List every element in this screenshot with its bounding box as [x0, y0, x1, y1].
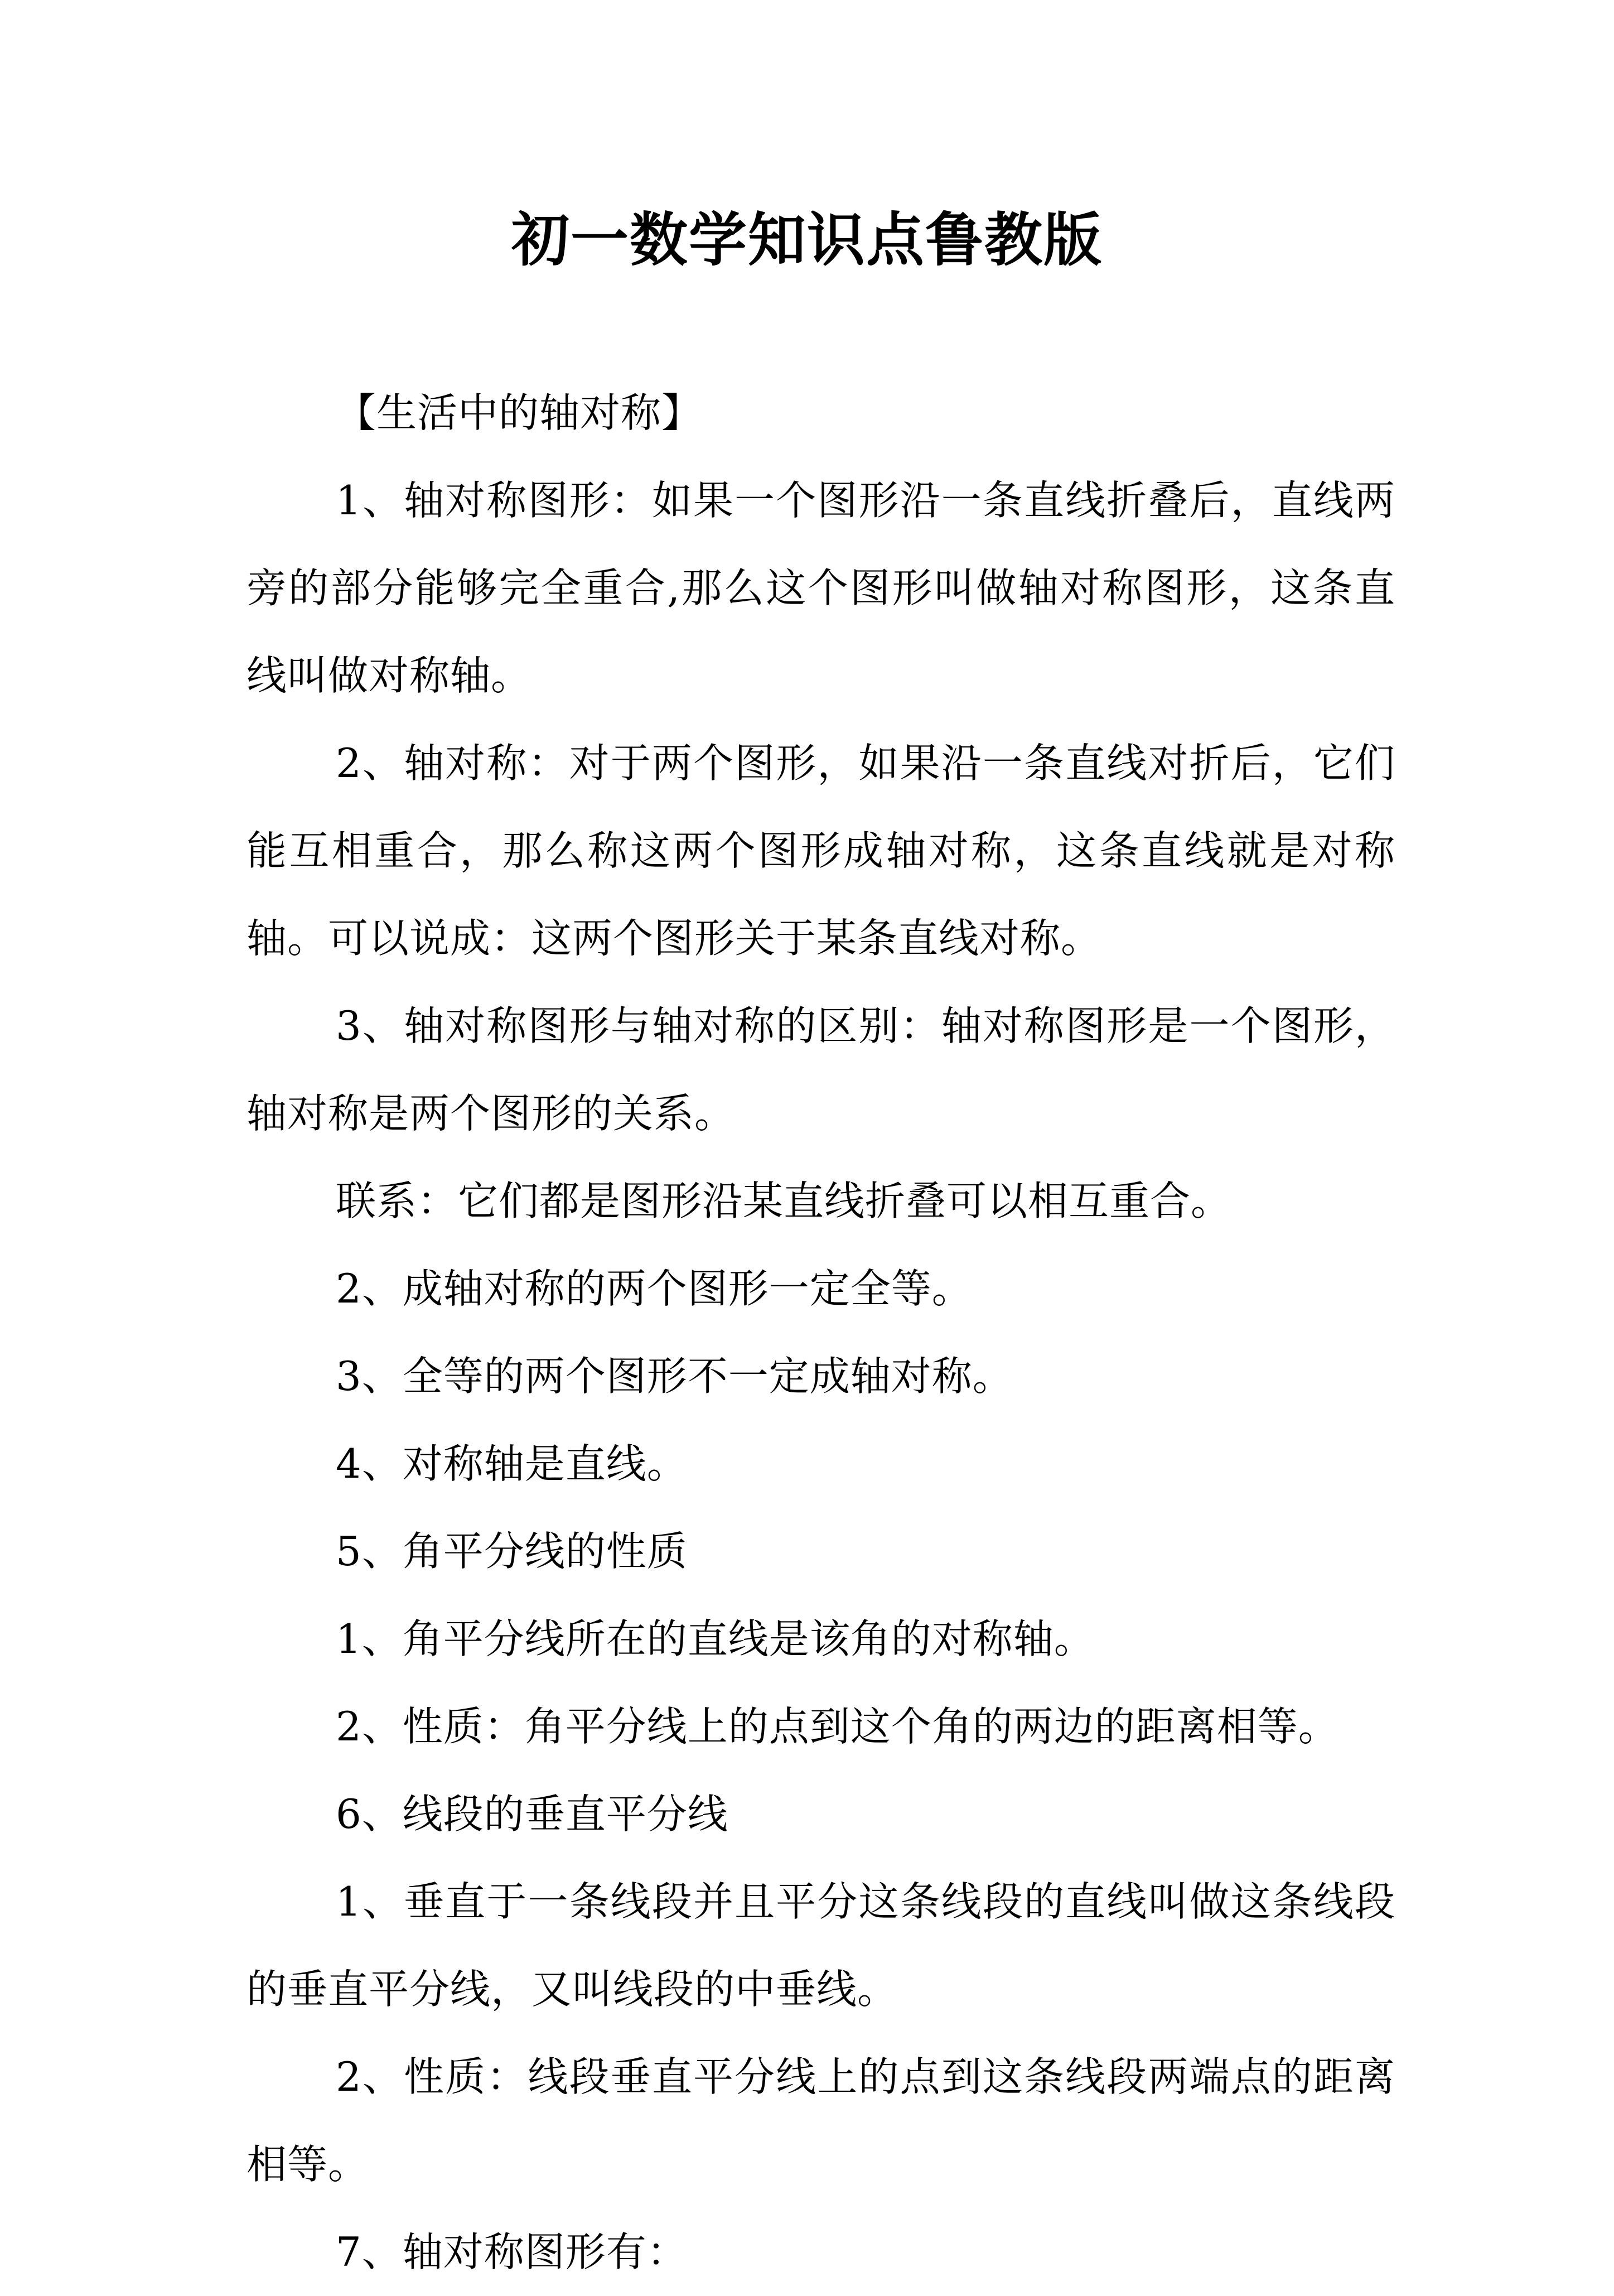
subsection-heading: 6、线段的垂直平分线	[336, 1791, 728, 1837]
paragraph: 3、轴对称图形与轴对称的区别：轴对称图形是一个图形，轴对称是两个图形的关系。	[247, 1002, 1395, 1137]
paragraph: 1、垂直于一条线段并且平分这条线段的直线叫做这条线段的垂直平分线，又叫线段的中垂线。	[247, 1878, 1395, 2013]
paragraph: 3、全等的两个图形不一定成轴对称。	[336, 1353, 1013, 1400]
document-body	[247, 369, 1395, 2296]
paragraph: 2、轴对称：对于两个图形，如果沿一条直线对折后，它们能互相重合，那么称这两个图形成轴对称，这条直线就是对称轴。可以说成：这两个图形关于某条直线对称。	[247, 740, 1395, 962]
paragraph: 1、轴对称图形：如果一个图形沿一条直线折叠后，直线两旁的部分能够完全重合,那么这个图形叫做轴对称图形，这条直线叫做对称轴。	[247, 477, 1395, 699]
paragraph: 4、对称轴是直线。	[336, 1440, 688, 1487]
paragraph: 联系：它们都是图形沿某直线折叠可以相互重合。	[336, 1178, 1232, 1224]
paragraph: 2、性质：线段垂直平分线上的点到这条线段两端点的距离相等。	[247, 2053, 1395, 2188]
paragraph: 2、性质：角平分线上的点到这个角的两边的距离相等。	[336, 1703, 1339, 1750]
section-heading: 【生活中的轴对称】	[336, 389, 703, 436]
paragraph: 1、角平分线所在的直线是该角的对称轴。	[336, 1615, 1095, 1662]
subsection-heading: 5、角平分线的性质	[336, 1528, 688, 1575]
subsection-heading: 7、轴对称图形有：	[336, 2229, 688, 2275]
document-title: 初一数学知识点鲁教版	[511, 205, 1103, 274]
paragraph: 2、成轴对称的两个图形一定全等。	[336, 1265, 973, 1312]
